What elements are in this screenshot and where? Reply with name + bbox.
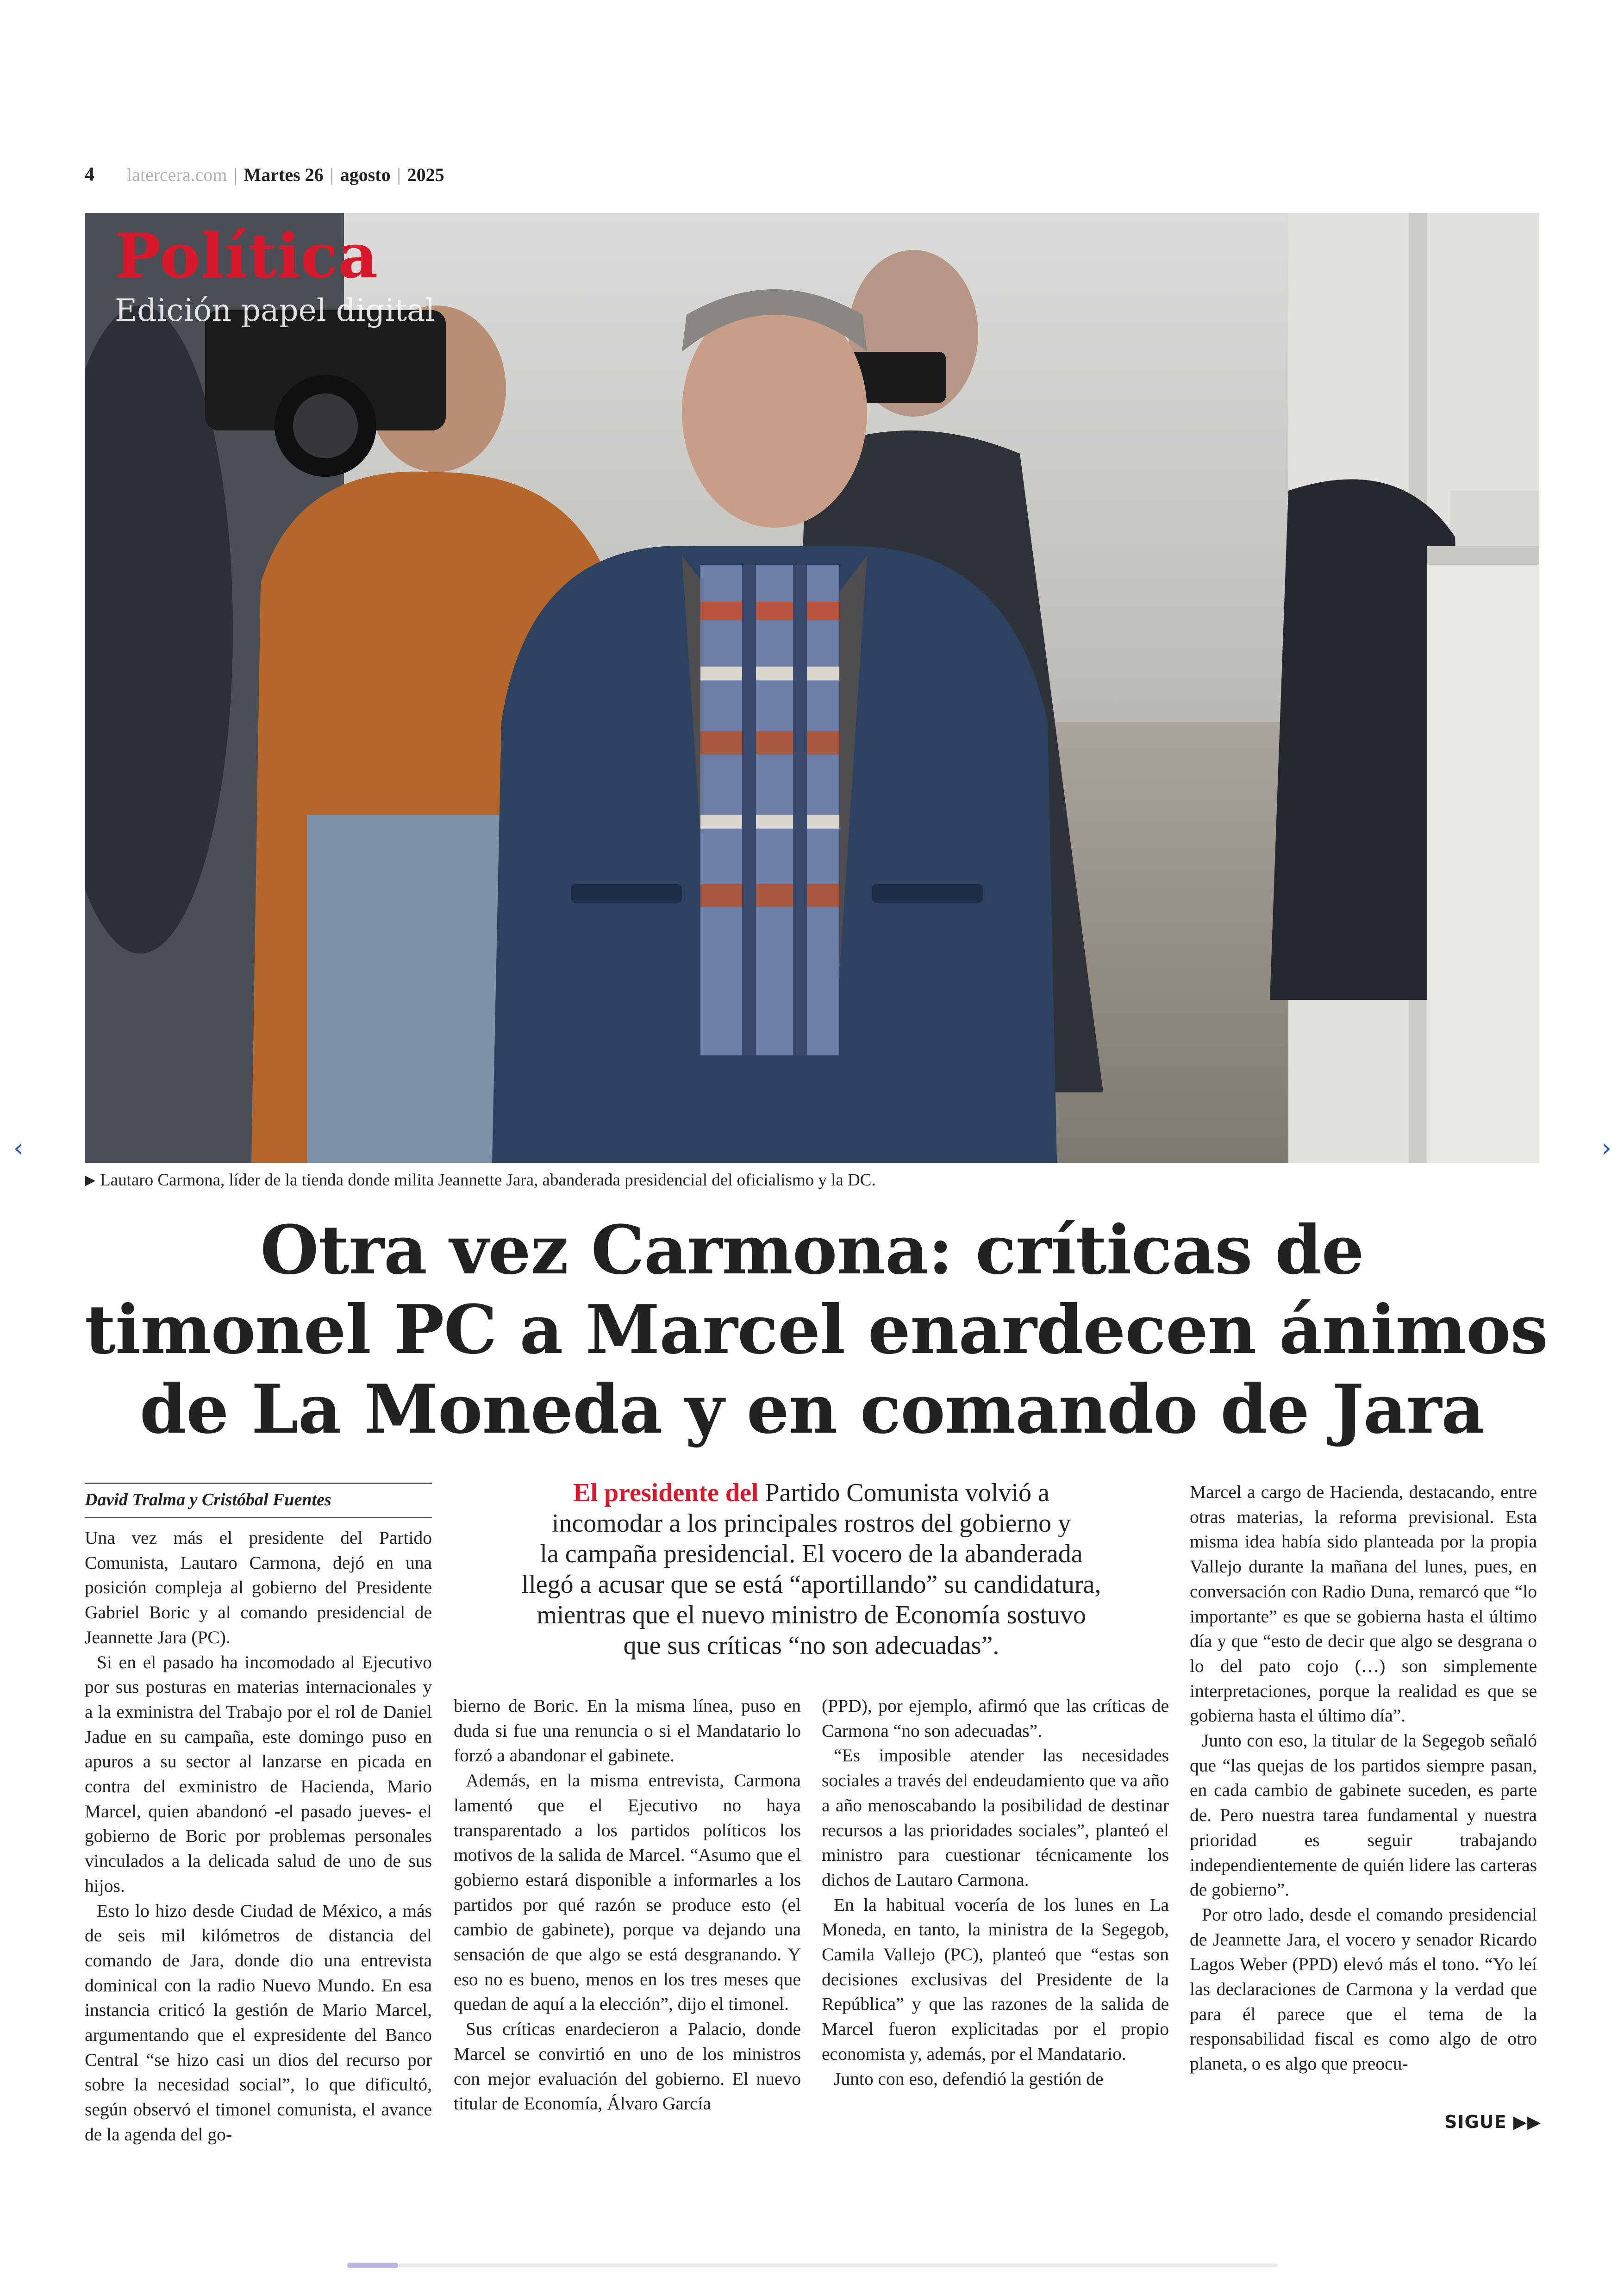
section-subtitle: Edición papel digital: [115, 293, 435, 328]
body-paragraph: Marcel a cargo de Hacienda, destacando, entre otras materias, la reforma previsional. Esta misma idea había sido planteada por la propia Vallejo durante la mañana del lunes, pues, en conversación con Radio Duna, remarcó que “lo importante” es que se gobierna hasta el último día y que “esto de decir que algo se desgrana o lo del pato cojo (…) son simplemente interpretaciones, porque la realidad es que se gobierna hasta el último día”.: [1190, 1482, 1537, 1726]
header-day: Martes 26: [244, 164, 324, 185]
scroll-track[interactable]: [347, 2264, 1278, 2267]
lead-line-rest: Partido Comunista volvió a: [758, 1478, 1049, 1507]
scroll-thumb[interactable]: [347, 2263, 398, 2268]
page-number: 4: [85, 164, 94, 185]
next-page-button[interactable]: [1593, 1134, 1620, 1162]
lead-line: [454, 1478, 1169, 1508]
byline: David Tralma y Cristóbal Fuentes: [85, 1490, 331, 1509]
header-separator: |: [233, 164, 237, 185]
body-paragraph: Junto con eso, la titular de la Segegob señaló que “las quejas de los partidos siempre pasan, en cada cambio de gabinete suceden, es parte de. Pero nuestra tarea fundamental y nuestra prioridad es seguir trabajando independientemente de quién lidere las carteras de gobierno”.: [1190, 1730, 1537, 1900]
body-paragraph: “Es imposible atender las necesidades sociales a través del endeudamiento que va año a año menoscabando la posibilidad de destinar recursos a las prioridades sociales”, planteó el ministro para cuestionar técnicamente los dichos de Lautaro Carmona.: [822, 1745, 1169, 1890]
body-paragraph: En la habitual vocería de los lunes en La Moneda, en tanto, la ministra de la Segegob, Camila Vallejo (PC), planteó que “estas son decisiones exclusivas del Presidente de la República” y que las razones de la salida de Marcel fueron explicitadas por el propio economista y, además, por el Mandatario.: [822, 1894, 1169, 2064]
lead-line: incomodar a los principales rostros del gobierno y: [551, 1509, 1071, 1538]
headline-line: timonel PC a Marcel enardecen ánimos: [85, 1291, 1548, 1369]
chevron-right-icon: ›: [1601, 1133, 1612, 1163]
body-paragraph: (PPD), por ejemplo, afirmó que las críticas de Carmona “no son adecuadas”.: [822, 1696, 1169, 1741]
lead-paragraph: [454, 1478, 1169, 1661]
lead-photo: [85, 213, 1539, 1163]
site-name: latercera.com: [127, 164, 227, 185]
lead-line: que sus críticas “no son adecuadas”.: [623, 1631, 999, 1660]
header-separator: |: [397, 164, 401, 185]
continue-marker: SIGUE ▶▶: [1444, 2112, 1542, 2132]
byline-rule-top: [85, 1483, 432, 1484]
body-paragraph: Junto con eso, defendió la gestión de: [834, 2068, 1104, 2089]
body-paragraph: Sus críticas enardecieron a Palacio, donde Marcel se convirtió en uno de los ministros con mejor evaluación del gobierno. El nuevo titular de Economía, Álvaro García: [454, 2019, 801, 2114]
page-header: [85, 161, 444, 188]
body-paragraph: Esto lo hizo desde Ciudad de México, a más de seis mil kilómetros de distancia del comando de Jara, donde dio una entrevista dominical con la radio Nuevo Mundo. En esa instancia criticó la gestión de Mario Marcel, argumentando que el expresidente del Banco Central “se hizo casi un dios del recurso por sobre la necesidad social”, lo que dificultó, según observó el timonel comunista, el avance de la agenda del go-: [85, 1900, 432, 2145]
body-column-1: [85, 1526, 432, 2147]
lead-line: mientras que el nuevo ministro de Economía sostuvo: [537, 1601, 1086, 1629]
chevron-left-icon: ‹: [13, 1133, 24, 1163]
header-year: 2025: [407, 164, 444, 185]
headline: [85, 1210, 1548, 1449]
lead-red-text: El presidente del: [573, 1478, 759, 1507]
section-title: Política: [115, 220, 379, 292]
lead-line: llegó a acusar que se está “aportillando” su candidatura,: [521, 1570, 1101, 1599]
triangle-right-icon: ▶: [85, 1172, 96, 1188]
lead-line: la campaña presidencial. El vocero de la abanderada: [540, 1540, 1083, 1568]
header-month: agosto: [340, 164, 391, 185]
body-paragraph: Una vez más el presidente del Partido Comunista, Lautaro Carmona, dejó en una posición compleja al gobierno del Presidente Gabriel Boric y al comando presidencial de Jeannette Jara (PC).: [85, 1528, 432, 1647]
body-column-4: [1190, 1480, 1537, 2077]
prev-page-button[interactable]: [5, 1134, 32, 1162]
body-column-2: [454, 1694, 801, 2116]
headline-line: Otra vez Carmona: críticas de: [260, 1211, 1364, 1290]
body-column-3: [822, 1694, 1169, 2091]
headline-line: de La Moneda y en comando de Jara: [139, 1370, 1485, 1449]
body-paragraph: Por otro lado, desde el comando presidencial de Jeannette Jara, el vocero y senador Ricardo Lagos Weber (PPD) elevó más el tono. “Yo leí las declaraciones de Carmona y la verdad que para él parece que el tema de la responsabilidad fiscal es como algo de otro planeta, o es algo que preocu-: [1190, 1904, 1537, 2074]
body-paragraph: Si en el pasado ha incomodado al Ejecutivo por sus posturas en materias internacionales y a la exministra del Trabajo por el rol de Daniel Jadue en su campaña, este domingo puso en apuros a su sector al lanzarse en picada en contra del exministro de Hacienda, Mario Marcel, quien abandonó -el pasado jueves- el gobierno de Boric por problemas personales vinculados a la delicada salud de uno de sus hijos.: [85, 1652, 432, 1896]
body-paragraph: Además, en la misma entrevista, Carmona lamentó que el Ejecutivo no haya transparentado a los partidos políticos los motivos de la salida de Marcel. “Asumo que el gobierno estará disponible a informarles a los partidos por qué razón se produce esto (el cambio de gabinete), porque va dejando una sensación de que algo se está desgranando. Y eso no es bueno, menos en los tres meses que quedan de aquí a la elección”, dijo el timonel.: [454, 1770, 801, 2014]
byline-rule-bottom: [85, 1517, 432, 1518]
photo-caption-text: Lautaro Carmona, líder de la tienda donde milita Jeannette Jara, abanderada presidencial del oficialismo y la DC.: [100, 1171, 876, 1190]
header-separator: |: [330, 164, 334, 185]
photo-caption: [85, 1170, 876, 1190]
body-paragraph: bierno de Boric. En la misma línea, puso en duda si fue una renuncia o si el Mandatario lo forzó a abandonar el gabinete.: [454, 1696, 801, 1766]
